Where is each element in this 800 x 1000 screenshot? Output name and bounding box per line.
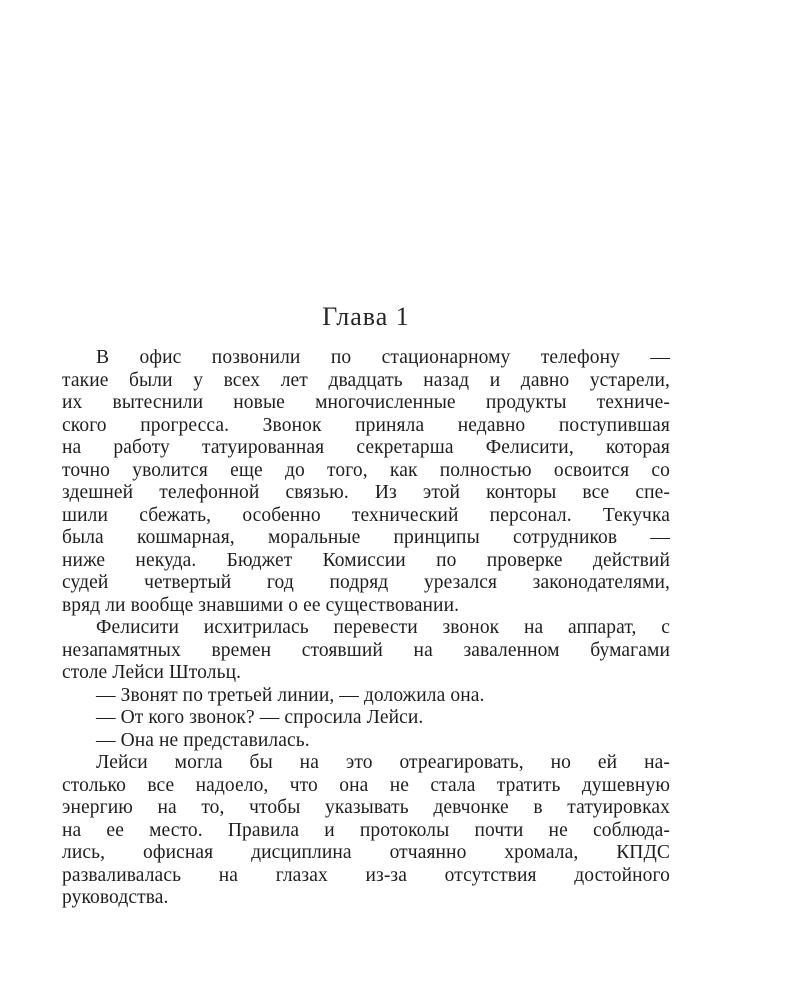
text-line: Лейси могла бы на это отреагировать, но ей на- <box>96 752 670 773</box>
text-line: шили сбежать, особенно технический персонал. Текучка <box>62 504 670 526</box>
paragraph <box>62 617 670 685</box>
text-line: на работу татуированная секретарша Фелисити, которая <box>62 437 670 458</box>
text-line: — Она не представилась. <box>96 729 310 751</box>
text-line: судей четвертый год подряд урезался законодателями, <box>62 572 670 593</box>
text-line: вряд ли вообще знавшими о ее существовании. <box>62 594 460 616</box>
text-line: была кошмарная, моральные принципы сотрудников — <box>62 527 670 548</box>
text-line: незапамятных времен стоявший на заваленном бумагами <box>62 639 670 661</box>
text-line: их вытеснили новые многочисленные продукты техниче- <box>62 392 670 413</box>
text-line: здешней телефонной связью. Из этой конторы все спе- <box>62 482 670 503</box>
text-line: столько все надоело, что она не стала тратить душевную <box>62 774 670 796</box>
paragraph <box>62 685 670 708</box>
text-line: В офис позвонили по стационарному телефону — <box>96 347 670 368</box>
text-line: энергию на то, чтобы указывать девчонке в татуировках <box>62 797 670 818</box>
text-line: Фелисити исхитрилась перевести звонок на аппарат, с <box>96 617 670 638</box>
text-line: лись, офисная дисциплина отчаянно хромала, КПДС <box>62 842 670 863</box>
text-line: разваливалась на глазах из-за отсутствия достойного <box>62 864 670 886</box>
text-block-lines <box>62 347 670 910</box>
text-line: — Звонят по третьей линии, — доложила она. <box>96 684 485 706</box>
text-line: руководства. <box>62 887 169 908</box>
text-line: — От кого звонок? — спросила Лейси. <box>96 707 424 728</box>
paragraph <box>62 347 670 617</box>
text-line: точно уволится еще до того, как полностью освоится со <box>62 459 670 481</box>
paragraph <box>62 730 670 753</box>
text-line: такие были у всех лет двадцать назад и давно устарели, <box>62 369 670 391</box>
text-line: ского прогресса. Звонок приняла недавно поступившая <box>62 414 670 436</box>
text-line: ниже некуда. Бюджет Комиссии по проверке действий <box>62 549 670 571</box>
paragraph <box>62 707 670 730</box>
text-line: столе Лейси Штольц. <box>62 662 242 683</box>
paragraph <box>62 752 670 910</box>
text-line: на ее место. Правила и протоколы почти не соблюда- <box>62 819 670 841</box>
chapter-heading: Глава 1 <box>322 302 410 331</box>
